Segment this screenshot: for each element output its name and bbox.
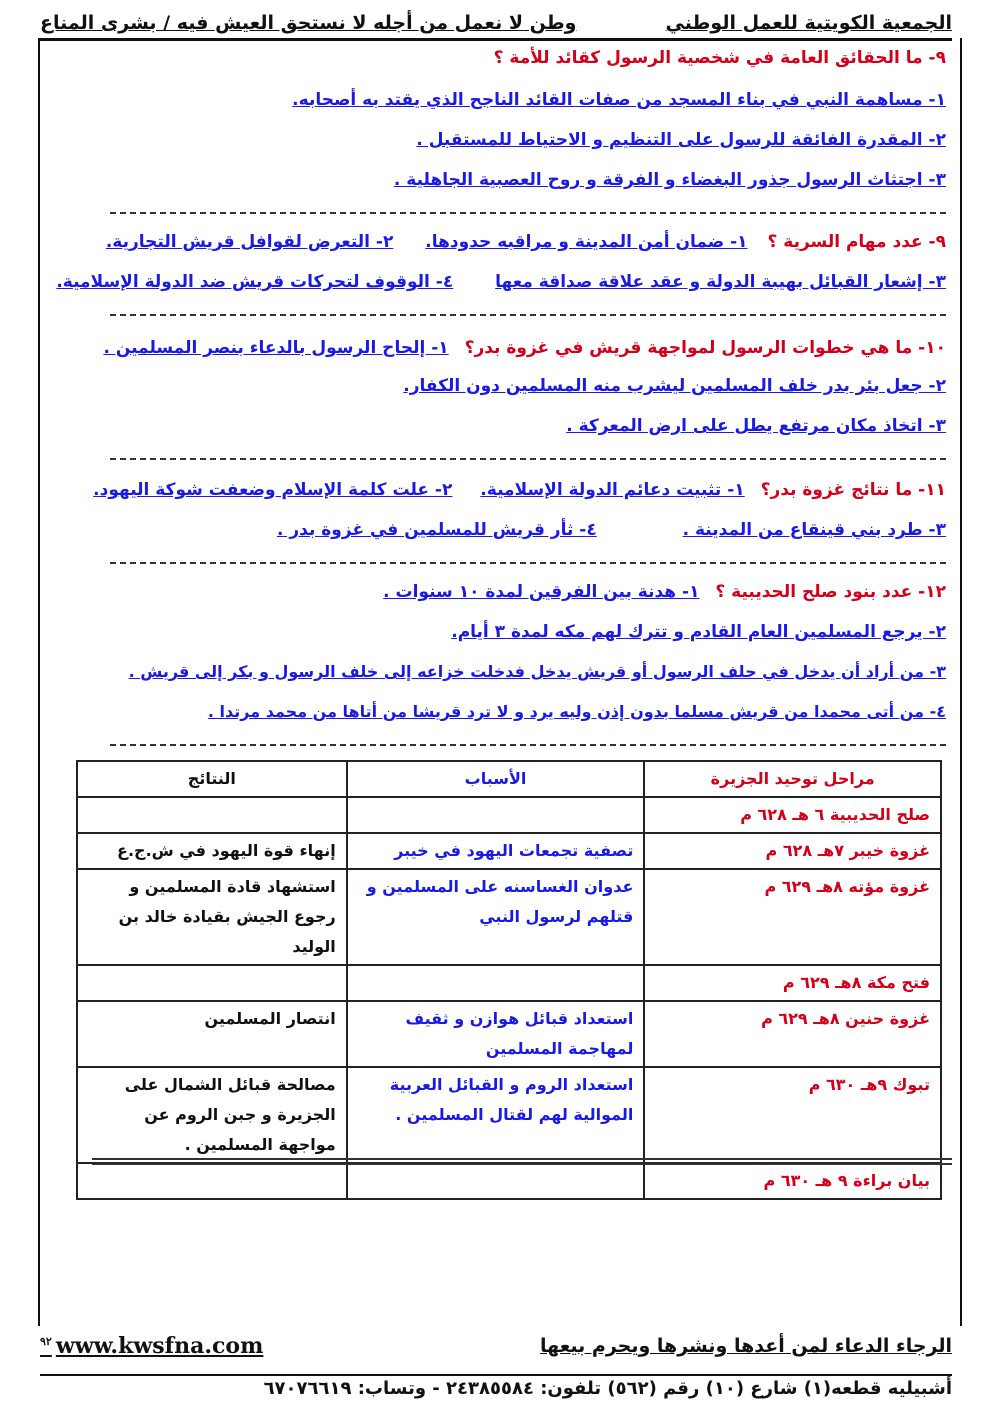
question-9b-row [106, 230, 946, 254]
stage-cell: غزوة حنين ٨هـ ٦٢٩ م [644, 1001, 941, 1067]
stage-cell: غزوة خيبر ٧هـ ٦٢٨ م [644, 833, 941, 869]
page-number: ٩٢ [40, 1334, 52, 1348]
cause-cell [347, 797, 645, 833]
question-10-row [103, 336, 946, 360]
answer-11-3: ٣- طرد بني قينقاع من المدينة . [682, 520, 946, 540]
footer-dua: الرجاء الدعاء لمن أعدها ونشرها ويحرم بيعها [540, 1335, 952, 1357]
answer-9a-2: ٢- المقدرة الفائقة للرسول على التنظيم و الاحتياط للمستقبل . [416, 130, 946, 150]
cause-cell [347, 1163, 645, 1199]
stage-cell: فتح مكة ٨هـ ٦٢٩ م [644, 965, 941, 1001]
cause-cell: استعداد قبائل هوازن و ثقيف لمهاجمة المسلمين [347, 1001, 645, 1067]
question-11: ١١- ما نتائج غزوة بدر؟ [760, 480, 946, 500]
answer-11-4: ٤- ثأر قريش للمسلمين في غزوة بدر . [276, 520, 597, 540]
question-9a: ٩- ما الحقائق العامة في شخصية الرسول كقائد للأمة ؟ [493, 48, 946, 68]
answer-10-3: ٣- اتخاذ مكان مرتفع يطل على ارض المعركة . [566, 416, 946, 436]
stage-cell: تبوك ٩هـ ٦٣٠ م [644, 1067, 941, 1163]
answer-10-1: ١- إلحاح الرسول بالدعاء بنصر المسلمين . [103, 338, 449, 358]
stage-cell: صلح الحديبية ٦ هـ ٦٢٨ م [644, 797, 941, 833]
answer-12-1: ١- هدنة بين الفرقين لمدة ١٠ سنوات . [383, 582, 700, 602]
answer-10-2: ٢- جعل بئر بدر خلف المسلمين ليشرب منه المسلمين دون الكفار. [403, 376, 946, 396]
unification-stages-table [76, 760, 942, 1200]
header-causes: الأسباب [347, 761, 645, 797]
table-row [77, 965, 941, 1001]
stage-cell: بيان براءة ٩ هـ ٦٣٠ م [644, 1163, 941, 1199]
question-9b: ٩- عدد مهام السرية ؟ [767, 232, 946, 252]
dashed-divider [110, 212, 946, 214]
header-results: النتائج [77, 761, 347, 797]
page-footer [40, 1326, 952, 1366]
header-stages: مراحل توحيد الجزيرة [644, 761, 941, 797]
table-row [77, 1163, 941, 1199]
dashed-divider [110, 744, 946, 746]
stage-cell: غزوة مؤته ٨هـ ٦٢٩ م [644, 869, 941, 965]
answer-9b-4: ٤- الوقوف لتحركات قريش ضد الدولة الإسلامية. [56, 272, 454, 292]
answer-12-4: ٤- من أتى محمدا من قريش مسلما بدون إذن وليه يرد و لا ترد قريشا من أتاها من محمد مرتدا . [207, 702, 946, 721]
dashed-divider [110, 458, 946, 460]
page-header [40, 8, 952, 41]
table-header-row [77, 761, 941, 797]
dashed-divider [110, 314, 946, 316]
result-cell [77, 797, 347, 833]
result-cell [77, 965, 347, 1001]
result-cell: إنهاء قوة اليهود في ش.ج.ع [77, 833, 347, 869]
table-row [77, 1067, 941, 1163]
cause-cell [347, 965, 645, 1001]
dashed-divider [110, 562, 946, 564]
result-cell: استشهاد قادة المسلمين و رجوع الجيش بقيادة خالد بن الوليد [77, 869, 347, 965]
result-cell: انتصار المسلمين [77, 1001, 347, 1067]
answer-12-3: ٣- من أراد أن يدخل في حلف الرسول أو قريش يدخل فدخلت خزاعه إلى خلف الرسول و بكر إلى قريش . [128, 662, 946, 681]
table-row [77, 869, 941, 965]
footer-site [40, 1333, 263, 1359]
result-cell: مصالحة قبائل الشمال على الجزيرة و جبن الروم عن مواجهة المسلمين . [77, 1067, 347, 1163]
answer-12-2: ٢- يرجع المسلمين العام القادم و تترك لهم مكه لمدة ٣ أيام. [451, 622, 946, 642]
org-name: الجمعية الكويتية للعمل الوطني [665, 12, 952, 34]
cause-cell: تصفية تجمعات اليهود في خيبر [347, 833, 645, 869]
question-12: ١٢- عدد بنود صلح الحديبية ؟ [715, 582, 946, 602]
double-line-divider [92, 1158, 952, 1165]
answer-11-2: ٢- علت كلمة الإسلام وضعفت شوكة اليهود. [93, 480, 453, 500]
answer-9a-3: ٣- اجتثاث الرسول جذور البغضاء و الفرقة و روح العصبية الجاهلية . [393, 170, 946, 190]
table-row [77, 797, 941, 833]
footer-address: أشبيليه قطعه(١) شارع (١٠) رقم (٥٦٢) تلفون: ٢٤٣٨٥٥٨٤ - وتساب: ٦٧٠٧٦٦١٩ [40, 1374, 952, 1399]
answer-9b-3: ٣- إشعار القبائل بهيبة الدولة و عقد علاقة صداقة معها [495, 272, 946, 292]
cause-cell: استعداد الروم و القبائل العربية الموالية لهم لقتال المسلمين . [347, 1067, 645, 1163]
answer-9b-2: ٢- التعرض لقوافل قريش التجارية. [105, 232, 394, 252]
question-10: ١٠- ما هي خطوات الرسول لمواجهة قريش في غزوة بدر؟ [464, 338, 946, 358]
question-11-row [93, 478, 946, 502]
result-cell [77, 1163, 347, 1199]
answer-9a-1: ١- مساهمة النبي في بناء المسجد من صفات القائد الناجح الذي يقتد به أصحابه. [292, 90, 946, 110]
table-row [77, 833, 941, 869]
table-row [77, 1001, 941, 1067]
answer-11-1: ١- تثبيت دعائم الدولة الإسلامية. [480, 480, 745, 500]
site-url[interactable]: www.kwsfna.com [55, 1333, 264, 1359]
question-12-row [383, 580, 946, 604]
answer-11-row2 [277, 518, 946, 542]
header-slogan: وطن لا نعمل من أجله لا نستحق العيش فيه / بشرى المناع [40, 12, 577, 34]
cause-cell: عدوان الغساسنه على المسلمين و قتلهم لرسول النبي [347, 869, 645, 965]
answer-9b-row2 [56, 270, 946, 294]
answer-9b-1: ١- ضمان أمن المدينة و مراقبه حدودها. [425, 232, 748, 252]
